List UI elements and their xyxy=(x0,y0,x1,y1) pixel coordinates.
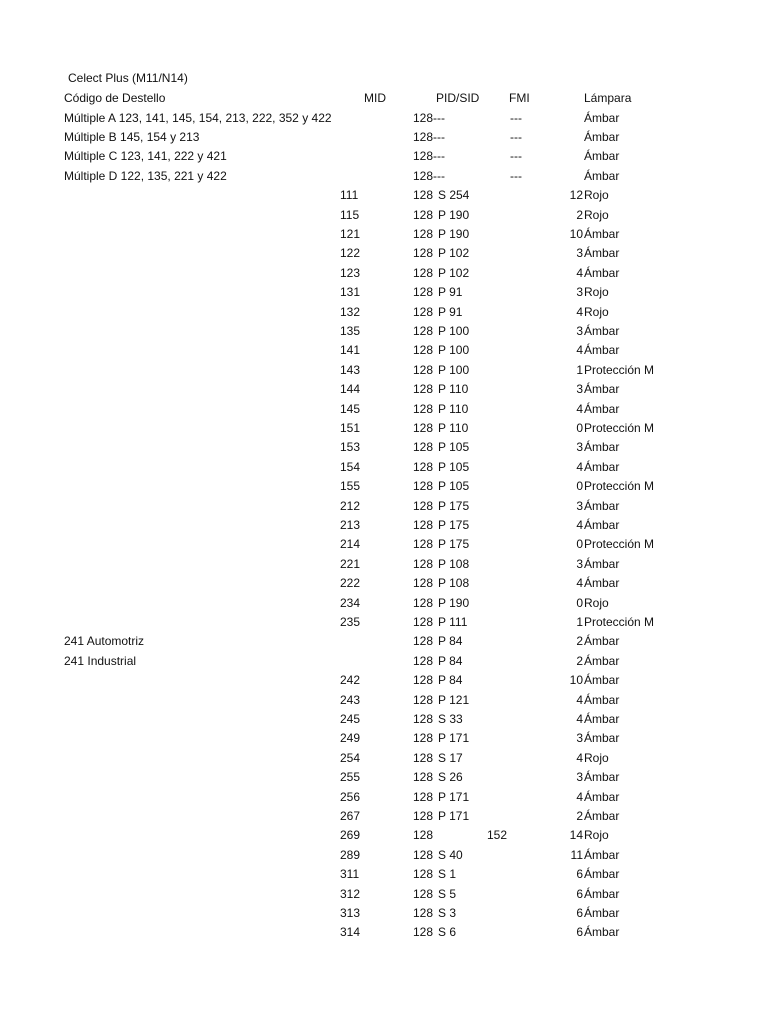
page-title: Celect Plus (M11/N14) xyxy=(68,71,188,85)
fmi-value: 3 xyxy=(576,440,583,455)
lamp-value: Protección M xyxy=(584,614,655,629)
fmi-value: 2 xyxy=(576,634,583,649)
fmi-value: 6 xyxy=(576,905,583,920)
mid-value: 128 xyxy=(413,440,434,455)
pid-sid-value: P 91 xyxy=(438,285,463,300)
flash-code: 243 xyxy=(340,692,361,707)
mid-value: 128 xyxy=(413,847,434,862)
pid-sid-value: P 102 xyxy=(438,246,470,261)
flash-code: 131 xyxy=(340,285,361,300)
fmi-value: 3 xyxy=(576,285,583,300)
table-row xyxy=(0,303,768,322)
mid-value: 128 xyxy=(413,828,434,843)
lamp-value: Ámbar xyxy=(584,265,620,280)
flash-code: 154 xyxy=(340,459,361,474)
table-row xyxy=(0,206,768,225)
lamp-value: Rojo xyxy=(584,207,609,222)
mid-value: 128--- xyxy=(413,168,446,183)
lamp-value: Ámbar xyxy=(584,770,620,785)
header-lampara: Lámpara xyxy=(584,91,632,105)
table-row xyxy=(0,885,768,904)
lamp-value: Ámbar xyxy=(584,711,620,726)
fmi-value: 4 xyxy=(576,401,583,416)
table-row xyxy=(0,186,768,205)
fmi-value: 0 xyxy=(576,595,583,610)
header-codigo: Código de Destello xyxy=(64,91,166,105)
pid-sid-value: P 91 xyxy=(438,304,463,319)
mid-value: 128 xyxy=(413,246,434,261)
table-row xyxy=(0,438,768,457)
pid-sid-value: P 100 xyxy=(438,343,470,358)
pid-sid-value: S 26 xyxy=(438,770,463,785)
mid-value: 128 xyxy=(413,789,434,804)
lamp-value: Ámbar xyxy=(584,731,620,746)
flash-code: 214 xyxy=(340,537,361,552)
mid-value: 128 xyxy=(413,770,434,785)
fmi-value: 3 xyxy=(576,498,583,513)
fmi-value: 4 xyxy=(576,750,583,765)
fmi-extra-value: 152 xyxy=(487,828,508,843)
mid-value: 128 xyxy=(413,188,434,203)
flash-code: 313 xyxy=(340,905,361,920)
flash-code: 221 xyxy=(340,556,361,571)
table-row xyxy=(0,264,768,283)
lamp-value: Ámbar xyxy=(584,789,620,804)
multiple-label: Múltiple D 122, 135, 221 y 422 xyxy=(64,168,227,183)
flash-code: 111 xyxy=(340,188,359,203)
pid-sid-value: P 108 xyxy=(438,576,470,591)
flash-code: 153 xyxy=(340,440,361,455)
flash-code: 235 xyxy=(340,614,361,629)
lamp-value: Ámbar xyxy=(584,382,620,397)
fmi-value: 0 xyxy=(576,479,583,494)
lamp-value: Rojo xyxy=(584,750,609,765)
fmi-value: 4 xyxy=(576,692,583,707)
lamp-value: Ámbar xyxy=(584,847,620,862)
fmi-value: 0 xyxy=(576,420,583,435)
lamp-value: Ámbar xyxy=(584,925,620,940)
lamp-value: Ámbar xyxy=(584,226,620,241)
fmi-value: 2 xyxy=(576,653,583,668)
mid-value: 128 xyxy=(413,692,434,707)
table-row xyxy=(0,516,768,535)
fmi-value: --- xyxy=(510,110,522,125)
mid-value: 128 xyxy=(413,653,434,668)
pid-sid-value: P 108 xyxy=(438,556,470,571)
pid-sid-value: S 6 xyxy=(438,925,457,940)
fmi-value: 12 xyxy=(569,188,583,203)
mid-value: 128 xyxy=(413,614,434,629)
pid-sid-value: P 190 xyxy=(438,595,470,610)
mid-value: 128 xyxy=(413,226,434,241)
fmi-value: 3 xyxy=(576,246,583,261)
pid-sid-value: P 102 xyxy=(438,265,470,280)
table-row xyxy=(0,807,768,826)
pid-sid-value: P 171 xyxy=(438,731,470,746)
table-row xyxy=(0,574,768,593)
flash-code: 135 xyxy=(340,323,361,338)
fmi-value: 6 xyxy=(576,867,583,882)
flash-code: 132 xyxy=(340,304,361,319)
pid-sid-value: P 175 xyxy=(438,517,470,532)
fmi-value: 1 xyxy=(576,614,583,629)
lamp-value: Rojo xyxy=(584,595,609,610)
lamp-value: Rojo xyxy=(584,188,609,203)
flash-code: 115 xyxy=(340,207,360,222)
mid-value: 128 xyxy=(413,867,434,882)
lamp-value: Ámbar xyxy=(584,246,620,261)
lamp-value: Ámbar xyxy=(584,905,620,920)
lamp-value: Ámbar xyxy=(584,576,620,591)
fmi-value: 11 xyxy=(570,847,583,862)
mid-value: 128 xyxy=(413,343,434,358)
fmi-value: 6 xyxy=(576,925,583,940)
pid-sid-value: P 121 xyxy=(438,692,470,707)
mid-value: 128 xyxy=(413,498,434,513)
table-row xyxy=(0,322,768,341)
table-row xyxy=(0,749,768,768)
mid-value: 128 xyxy=(413,517,434,532)
lamp-value: Ámbar xyxy=(584,459,620,474)
fmi-value: 3 xyxy=(576,323,583,338)
pid-sid-value: P 110 xyxy=(438,401,469,416)
mid-value: 128 xyxy=(413,285,434,300)
flash-code: 314 xyxy=(340,925,361,940)
lamp-value: Rojo xyxy=(584,304,609,319)
table-row xyxy=(0,497,768,516)
flash-code: 123 xyxy=(340,265,361,280)
mid-value: 128 xyxy=(413,556,434,571)
pid-sid-value: S 254 xyxy=(438,188,470,203)
mid-value: 128 xyxy=(413,673,434,688)
mid-value: 128 xyxy=(413,537,434,552)
fmi-value: 2 xyxy=(576,808,583,823)
flash-code: 269 xyxy=(340,828,361,843)
mid-value: 128 xyxy=(413,576,434,591)
mid-value: 128 xyxy=(413,479,434,494)
flash-code: 267 xyxy=(340,808,361,823)
mid-value: 128 xyxy=(413,265,434,280)
multiple-row xyxy=(0,109,768,128)
pid-sid-value: P 84 xyxy=(438,673,463,688)
table-row xyxy=(0,535,768,554)
mid-value: 128 xyxy=(413,304,434,319)
fmi-value: 4 xyxy=(576,343,583,358)
lamp-value: Protección M xyxy=(584,537,655,552)
multiple-label: Múltiple C 123, 141, 222 y 421 xyxy=(64,149,227,164)
lamp-value: Protección M xyxy=(584,479,655,494)
mid-value: 128 xyxy=(413,750,434,765)
pid-sid-value: P 105 xyxy=(438,440,470,455)
lamp-value: Ámbar xyxy=(584,808,620,823)
multiple-label: Múltiple A 123, 141, 145, 154, 213, 222, 352 y 422 xyxy=(64,110,332,125)
fmi-value: 4 xyxy=(576,304,583,319)
table-row xyxy=(0,846,768,865)
mid-value: 128--- xyxy=(413,129,446,144)
lamp-value: Ámbar xyxy=(584,343,620,358)
flash-code: 311 xyxy=(340,867,360,882)
table-row xyxy=(0,768,768,787)
pid-sid-value: S 5 xyxy=(438,886,457,901)
pid-sid-value: S 1 xyxy=(438,867,457,882)
flash-code: 155 xyxy=(340,479,361,494)
fmi-value: 4 xyxy=(576,576,583,591)
flash-code: 141 xyxy=(340,343,361,358)
pid-sid-value: P 175 xyxy=(438,537,470,552)
lamp-value: Ámbar xyxy=(584,168,620,183)
table-row xyxy=(0,477,768,496)
header-fmi: FMI xyxy=(509,91,530,105)
multiple-row xyxy=(0,147,768,166)
lamp-value: Rojo xyxy=(584,285,609,300)
pid-sid-value: P 110 xyxy=(438,382,469,397)
mid-value: 128 xyxy=(413,925,434,940)
table-row xyxy=(0,283,768,302)
fmi-value: 3 xyxy=(576,382,583,397)
fmi-value: 3 xyxy=(576,770,583,785)
flash-code: 222 xyxy=(340,576,361,591)
mid-value: 128 xyxy=(413,382,434,397)
pid-sid-value: P 190 xyxy=(438,226,470,241)
fmi-value: --- xyxy=(510,168,522,183)
lamp-value: Ámbar xyxy=(584,323,620,338)
fmi-value: 6 xyxy=(576,886,583,901)
flash-code: 249 xyxy=(340,731,361,746)
fmi-value: 10 xyxy=(569,226,583,241)
lamp-value: Ámbar xyxy=(584,634,620,649)
mid-value: 128 xyxy=(413,420,434,435)
mid-value: 128 xyxy=(413,323,434,338)
table-row xyxy=(0,341,768,360)
pid-sid-value: P 105 xyxy=(438,479,470,494)
table-row xyxy=(0,400,768,419)
table-row xyxy=(0,826,768,845)
table-row xyxy=(0,380,768,399)
pid-sid-value: P 84 xyxy=(438,653,463,668)
mid-value: 128 xyxy=(413,886,434,901)
table-row xyxy=(0,652,768,671)
fmi-value: 4 xyxy=(576,265,583,280)
table-row xyxy=(0,419,768,438)
pid-sid-value: P 175 xyxy=(438,498,470,513)
table-row xyxy=(0,729,768,748)
multiple-row xyxy=(0,128,768,147)
header-mid: MID xyxy=(364,91,386,105)
mid-value: 128--- xyxy=(413,149,446,164)
multiple-row xyxy=(0,167,768,186)
lamp-value: Ámbar xyxy=(584,556,620,571)
pid-sid-value: P 84 xyxy=(438,634,463,649)
fmi-value: 10 xyxy=(569,673,583,688)
lamp-value: Rojo xyxy=(584,828,609,843)
lamp-value: Ámbar xyxy=(584,401,620,416)
lamp-value: Ámbar xyxy=(584,149,620,164)
table-row xyxy=(0,225,768,244)
table-row xyxy=(0,632,768,651)
flash-code: 234 xyxy=(340,595,361,610)
mid-value: 128 xyxy=(413,905,434,920)
mid-value: 128 xyxy=(413,808,434,823)
fmi-value: 2 xyxy=(576,207,583,222)
table-row xyxy=(0,691,768,710)
flash-code: 254 xyxy=(340,750,361,765)
mid-value: 128 xyxy=(413,711,434,726)
lamp-value: Protección M xyxy=(584,362,655,377)
pid-sid-value: P 171 xyxy=(438,789,470,804)
mid-value: 128 xyxy=(413,459,434,474)
flash-code: 212 xyxy=(340,498,361,513)
table-row xyxy=(0,710,768,729)
table-row xyxy=(0,555,768,574)
table-row xyxy=(0,671,768,690)
table-row xyxy=(0,244,768,263)
pid-sid-value: S 17 xyxy=(438,750,463,765)
mid-value: 128 xyxy=(413,634,434,649)
table-row xyxy=(0,923,768,942)
flash-code: 312 xyxy=(340,886,361,901)
mid-value: 128 xyxy=(413,362,434,377)
fmi-value: 14 xyxy=(569,828,583,843)
table-row xyxy=(0,594,768,613)
flash-code: 122 xyxy=(340,246,361,261)
table-row xyxy=(0,458,768,477)
fmi-value: 4 xyxy=(576,517,583,532)
fmi-value: 0 xyxy=(576,537,583,552)
flash-code: 242 xyxy=(340,673,361,688)
lamp-value: Ámbar xyxy=(584,498,620,513)
table-row xyxy=(0,788,768,807)
pid-sid-value: S 33 xyxy=(438,711,463,726)
fmi-value: --- xyxy=(510,149,522,164)
multiple-label: Múltiple B 145, 154 y 213 xyxy=(64,129,200,144)
lamp-value: Ámbar xyxy=(584,692,620,707)
table-row xyxy=(0,904,768,923)
pid-sid-value: P 105 xyxy=(438,459,470,474)
pid-sid-value: P 110 xyxy=(438,420,469,435)
fmi-value: 4 xyxy=(576,711,583,726)
lamp-value: Ámbar xyxy=(584,673,620,688)
flash-code: 213 xyxy=(340,517,361,532)
flash-code: 289 xyxy=(340,847,361,862)
table-row xyxy=(0,613,768,632)
title-row xyxy=(0,69,768,88)
pid-sid-value: P 171 xyxy=(438,808,470,823)
mid-value: 128 xyxy=(413,401,434,416)
lamp-value: Protección M xyxy=(584,420,655,435)
mid-value: 128 xyxy=(413,595,434,610)
flash-code: 255 xyxy=(340,770,361,785)
flash-code: 145 xyxy=(340,401,361,416)
flash-code: 144 xyxy=(340,382,361,397)
table-row xyxy=(0,865,768,884)
mid-value: 128 xyxy=(413,207,434,222)
fmi-value: 1 xyxy=(576,362,583,377)
flash-code: 256 xyxy=(340,789,361,804)
pid-sid-value: P 100 xyxy=(438,323,470,338)
pid-sid-value: S 3 xyxy=(438,905,457,920)
fmi-value: 4 xyxy=(576,459,583,474)
lamp-value: Ámbar xyxy=(584,886,620,901)
lamp-value: Ámbar xyxy=(584,440,620,455)
table-row xyxy=(0,361,768,380)
fmi-value: 4 xyxy=(576,789,583,804)
flash-code: 151 xyxy=(340,420,361,435)
pid-sid-value: P 111 xyxy=(438,614,468,629)
row-label: 241 Automotriz xyxy=(64,634,145,649)
mid-value: 128 xyxy=(413,731,434,746)
pid-sid-value: P 100 xyxy=(438,362,470,377)
lamp-value: Ámbar xyxy=(584,517,620,532)
lamp-value: Ámbar xyxy=(584,867,620,882)
flash-code: 143 xyxy=(340,362,361,377)
fmi-value: 3 xyxy=(576,556,583,571)
fmi-value: --- xyxy=(510,129,522,144)
lamp-value: Ámbar xyxy=(584,653,620,668)
fmi-value: 3 xyxy=(576,731,583,746)
mid-value: 128--- xyxy=(413,110,446,125)
lamp-value: Ámbar xyxy=(584,110,620,125)
row-label: 241 Industrial xyxy=(64,653,137,668)
flash-code: 245 xyxy=(340,711,361,726)
header-pidsid: PID/SID xyxy=(436,91,480,105)
flash-code: 121 xyxy=(340,226,361,241)
pid-sid-value: S 40 xyxy=(438,847,463,862)
lamp-value: Ámbar xyxy=(584,129,620,144)
header-row xyxy=(0,89,768,108)
pid-sid-value: P 190 xyxy=(438,207,470,222)
